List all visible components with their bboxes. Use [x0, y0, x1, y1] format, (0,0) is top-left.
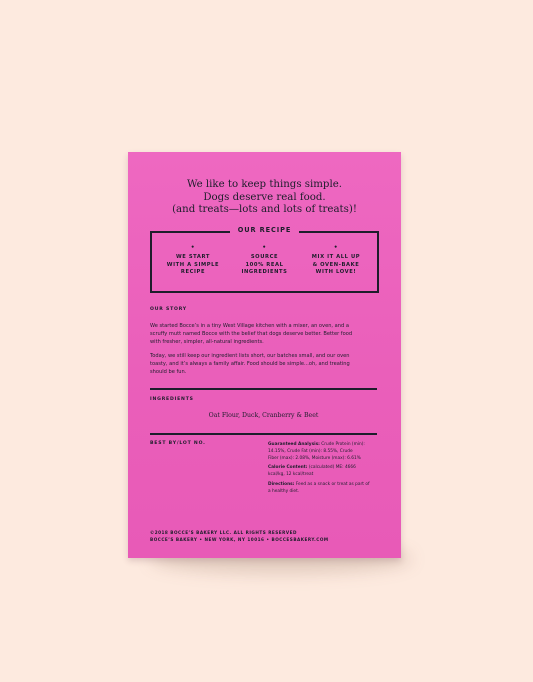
calorie-line: kcal/kg, 12 kcal/treat: [268, 472, 314, 478]
divider: [150, 433, 377, 435]
guaranteed-analysis: [268, 442, 380, 496]
step-line: RECIPE: [180, 269, 206, 276]
step-line: INGREDIENTS: [241, 269, 288, 276]
step-line: WITH A SIMPLE: [166, 261, 220, 268]
recipe-title: OUR RECIPE: [237, 226, 292, 234]
recipe-frame-top-left: [150, 231, 230, 233]
step-line: MIX IT ALL UP: [311, 254, 361, 260]
directions-label: Directions:: [268, 481, 295, 487]
story-paragraph-2: [150, 352, 378, 376]
analysis-line: 14.15%, Crude Fat (min): 8.55%, Crude: [268, 448, 353, 454]
footer-line: BOCCE’S BAKERY • NEW YORK, NY 10016 • BOCCESBAKERY.COM: [150, 537, 329, 542]
story-line: We started Bocce’s in a tiny West Village kitchen with a mixer, an oven, and a: [150, 323, 349, 329]
headline: [128, 179, 401, 217]
step-marker: •: [333, 244, 339, 251]
recipe-steps: [161, 245, 368, 277]
recipe-step-3: [304, 245, 368, 277]
analysis-line: Fiber (max): 2.08%, Moisture (max): 6.61%: [268, 455, 361, 461]
directions-line: [268, 482, 380, 489]
story-line: should be fun.: [150, 369, 187, 375]
ingredients-value: Oat Flour, Duck, Cranberry & Beet: [208, 412, 319, 419]
story-line: toasty, and it’s always a family affair. Food should be simple...oh, and treating: [150, 361, 350, 367]
footer-line: ©2018 BOCCE’S BAKERY LLC. ALL RIGHTS RESERVED: [150, 530, 297, 535]
product-box-back: [128, 152, 401, 558]
step-line: 100% REAL: [245, 261, 284, 268]
divider: [150, 388, 377, 390]
step-marker: •: [262, 244, 267, 251]
recipe-step-1: [161, 245, 225, 277]
copyright-footer: [150, 529, 329, 543]
analysis-text: Crude Protein (min):: [321, 442, 365, 447]
step-line: WE START: [175, 254, 211, 260]
guaranteed-analysis-label: Guaranteed Analysis:: [268, 442, 320, 447]
recipe-step-2: [233, 245, 297, 277]
best-by-label: BEST BY/LOT NO.: [150, 441, 206, 446]
calorie-text: (calculated) ME: 4666: [308, 465, 356, 471]
headline-line: (and treats—lots and lots of treats)!: [172, 204, 357, 215]
story-line: with fresher, simpler, all-natural ingredients.: [150, 339, 264, 345]
calorie-content-label: Calorie Content:: [268, 465, 308, 471]
headline-line: Dogs deserve real food.: [203, 191, 326, 203]
headline-line: We like to keep things simple.: [187, 179, 342, 190]
step-marker: •: [190, 244, 196, 251]
directions-line: a healthy diet.: [268, 488, 300, 494]
step-line: & OVEN-BAKE: [312, 261, 360, 268]
story-line: Today, we still keep our ingredient lists short, our batches small, and our oven: [150, 353, 350, 359]
analysis-line: [268, 442, 380, 449]
story-line: scruffy mutt named Bocce with the belief that dogs deserve better. Better food: [150, 331, 353, 337]
recipe-frame-top-right: [299, 231, 377, 233]
story-label: OUR STORY: [150, 307, 187, 312]
step-line: WITH LOVE!: [315, 269, 357, 276]
ingredients-label: INGREDIENTS: [150, 397, 194, 402]
step-line: SOURCE: [250, 254, 279, 260]
directions-text: Feed as a snack or treat as part of: [295, 481, 370, 487]
story-paragraph-1: [150, 322, 378, 346]
